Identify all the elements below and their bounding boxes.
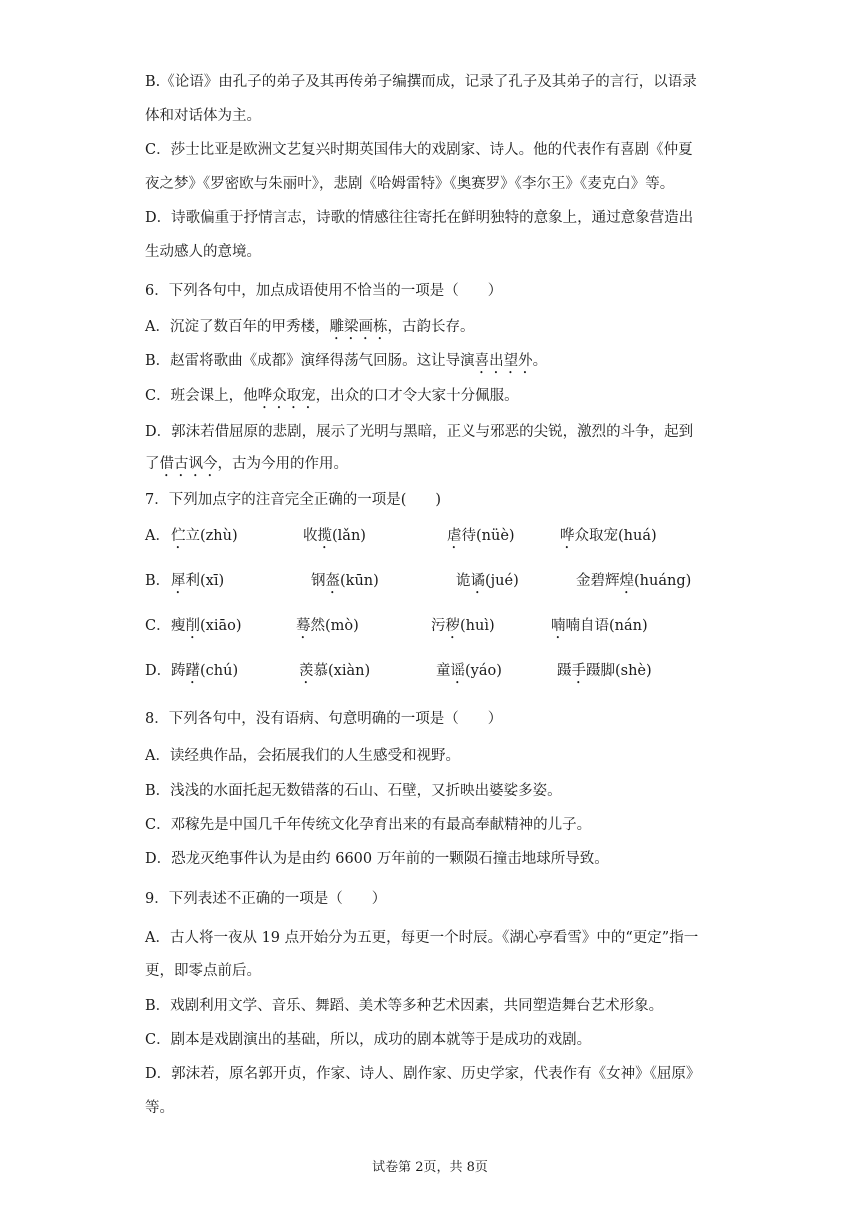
q6-c-text-end: ，出众的口才令大家十分佩服。: [315, 388, 519, 404]
q6-b-text-end: 。: [532, 353, 548, 369]
q7-a3-dotted-char: 虐: [447, 528, 462, 544]
q5-option-d-line1: D．诗歌偏重于抒情言志，诗歌的情感往往寄托在鲜明独特的意象上，通过意象营造出: [145, 210, 694, 226]
q6-option-a: [145, 317, 474, 343]
q7-b-label: B．: [145, 573, 171, 589]
q7-a-label: A．: [145, 528, 170, 544]
q7-b-item-4: [576, 571, 691, 597]
q7-a3-post: 待(nüè): [461, 528, 515, 544]
q8-option-b: B．浅浅的水面托起无数错落的石山、石壁，又折映出婆娑多姿。: [145, 783, 562, 799]
q6-b-text: B．赵雷将歌曲《成都》演绎得荡气回肠。这让导演: [145, 353, 475, 369]
q7-b-item-3: [456, 571, 519, 597]
q9-option-d-line2: 等。: [145, 1100, 174, 1116]
q6-b-dotted-idiom: 喜出望外: [474, 353, 533, 369]
q7-d-item-2: [299, 661, 370, 687]
q8-stem: 8．下列各句中，没有语病、句意明确的一项是（ ）: [145, 711, 503, 727]
q7-d-label: D．: [145, 663, 172, 679]
q7-b4-post: (huáng): [634, 573, 692, 589]
q7-a2-dotted-char: 揽: [317, 528, 332, 544]
q7-b3-post: (jué): [485, 573, 519, 589]
q7-a4-dotted-char: 哗: [560, 528, 575, 544]
q5-option-c-line2: 夜之梦》《罗密欧与朱丽叶》，悲剧《哈姆雷特》《奥赛罗》《李尔王》《麦克白》等。: [145, 176, 675, 192]
q6-c-dotted-idiom: 哗众取宠: [257, 388, 316, 404]
q7-c3-pre: 污: [431, 618, 446, 634]
q7-a2-post: (lǎn): [332, 528, 366, 544]
q7-c1-dotted-char: 削: [185, 618, 200, 634]
q7-d-item-1: [171, 661, 238, 687]
q7-c4-dotted-char: 喃: [551, 618, 566, 634]
q7-d1-dotted-char: 躇: [185, 663, 200, 679]
q7-d2-post: 慕(xiàn): [313, 663, 371, 679]
q6-c-text: C．班会课上，他: [145, 388, 258, 404]
q9-option-a-line2: 更，即零点前后。: [145, 963, 261, 979]
q7-c-item-3: [431, 616, 495, 642]
q7-a-item-1: [171, 526, 238, 552]
q7-c-item-1: [171, 616, 242, 642]
q5-option-d-line2: 生动感人的意境。: [145, 244, 261, 260]
q6-option-b: [145, 351, 547, 377]
q7-d-item-3: [436, 661, 502, 687]
q7-b4-pre: 金碧辉: [576, 573, 620, 589]
q7-a2-pre: 收: [303, 528, 318, 544]
q7-d4-dotted-char: 手: [571, 663, 586, 679]
q7-d3-dotted-char: 谣: [450, 663, 465, 679]
q8-option-d: D．恐龙灭绝事件认为是由约 6600 万年前的一颗陨石撞击地球所导致。: [145, 851, 609, 867]
q7-a1-dotted-char: 伫: [171, 528, 186, 544]
q6-stem: 6．下列各句中，加点成语使用不恰当的一项是（ ）: [145, 283, 503, 299]
q6-d-text-end: ，古为今用的作用。: [217, 456, 348, 472]
q9-stem: 9．下列表述不正确的一项是（ ）: [145, 891, 387, 907]
q7-a1-post: 立(zhù): [185, 528, 238, 544]
q7-b1-post: 利(xī): [185, 573, 225, 589]
q8-option-c: C．邓稼先是中国几千年传统文化孕育出来的有最高奉献精神的儿子。: [145, 817, 592, 833]
q7-d4-post: 蹑脚(shè): [586, 663, 652, 679]
q6-option-d-line2: [145, 454, 348, 480]
q7-c1-pre: 瘦: [171, 618, 186, 634]
q6-a-text-end: ，古韵长存。: [387, 319, 475, 335]
q8-option-a: A．读经典作品，会拓展我们的人生感受和视野。: [145, 748, 460, 764]
q7-b4-dotted-char: 煌: [619, 573, 634, 589]
q7-d3-post: (yáo): [465, 663, 502, 679]
q5-option-b-line2: 体和对话体为主。: [145, 108, 261, 124]
q7-d-item-4: [557, 661, 652, 687]
q7-b-item-2: [311, 571, 379, 597]
q9-option-c: C．剧本是戏剧演出的基础，所以，成功的剧本就等于是成功的戏剧。: [145, 1032, 592, 1048]
q7-b2-post: (kūn): [340, 573, 379, 589]
q6-option-d-line1: D．郭沫若借屈原的悲剧，展示了光明与黑暗，正义与邪恶的尖锐，激烈的斗争，起到: [145, 424, 694, 440]
q9-option-a-line1: A．古人将一夜从 19 点开始分为五更，每更一个时辰。《湖心亭看雪》中的“更定”指一: [145, 930, 699, 946]
q9-option-b: B．戏剧利用文学、音乐、舞蹈、美术等多种艺术因素，共同塑造舞台艺术形象。: [145, 998, 664, 1014]
q7-b1-dotted-char: 犀: [171, 573, 186, 589]
q7-d1-post: (chú): [200, 663, 239, 679]
q7-a-item-4: [560, 526, 657, 552]
q7-c4-post: 喃自语(nán): [565, 618, 648, 634]
q7-a-item-2: [303, 526, 366, 552]
q7-a-item-3: [447, 526, 515, 552]
q7-stem: 7．下列加点字的注音完全正确的一项是( ): [145, 492, 442, 508]
q6-d-text: 了: [145, 456, 160, 472]
q7-c1-post: (xiāo): [200, 618, 242, 634]
q7-c3-post: (huì): [460, 618, 495, 634]
q7-c2-post: 然(mò): [310, 618, 359, 634]
q7-d1-pre: 踌: [171, 663, 186, 679]
q7-c2-dotted-char: 蓦: [296, 618, 311, 634]
q7-b3-pre: 诡: [456, 573, 471, 589]
q6-a-text: A．沉淀了数百年的甲秀楼，: [145, 319, 330, 335]
page-footer: 试卷第 2页，共 8页: [372, 1160, 488, 1175]
q7-c3-dotted-char: 秽: [445, 618, 460, 634]
q9-option-d-line1: D．郭沫若，原名郭开贞，作家、诗人、剧作家、历史学家，代表作有《女神》《屈原》: [145, 1066, 701, 1082]
q7-c-item-2: [296, 616, 359, 642]
q6-a-dotted-idiom: 雕梁画栋: [329, 319, 388, 335]
q7-b2-pre: 钢: [311, 573, 326, 589]
q7-b2-dotted-char: 盔: [325, 573, 340, 589]
q7-d2-dotted-char: 羡: [299, 663, 314, 679]
q5-option-b-line1: B.《论语》由孔子的弟子及其再传弟子编撰而成，记录了孔子及其弟子的言行，以语录: [145, 74, 697, 90]
q7-c-item-4: [551, 616, 648, 642]
q6-option-c: [145, 386, 519, 412]
q7-b-item-1: [171, 571, 224, 597]
q5-option-c-line1: C．莎士比亚是欧洲文艺复兴时期英国伟大的戏剧家、诗人。他的代表作有喜剧《仲夏: [145, 142, 693, 158]
q7-d4-pre: 蹑: [557, 663, 572, 679]
q7-c-label: C．: [145, 618, 171, 634]
q7-d3-pre: 童: [436, 663, 451, 679]
q7-b3-dotted-char: 谲: [470, 573, 485, 589]
q6-d-dotted-idiom: 借古讽今: [159, 456, 218, 472]
q7-a4-post: 众取宠(huá): [574, 528, 657, 544]
